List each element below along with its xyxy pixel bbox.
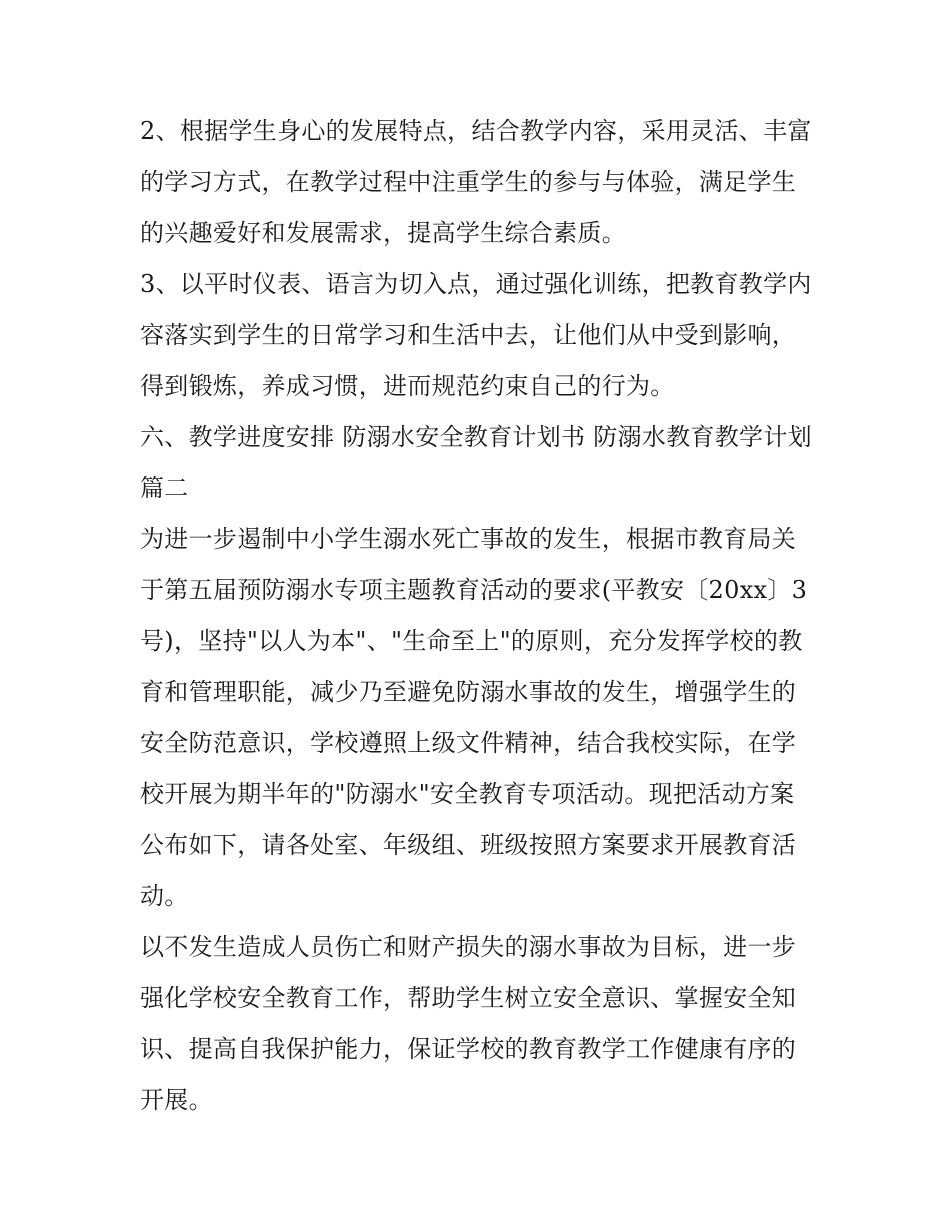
paragraph-learning-methods: 2、根据学生身心的发展特点，结合教学内容，采用灵活、丰富的学习方式，在教学过程中注重学生的参与与体验，满足学生的兴趣爱好和发展需求，提高学生综合素质。 [140, 117, 812, 247]
paragraph-behavior-training: 3、以平时仪表、语言为切入点，通过强化训练，把教育教学内容落实到学生的日常学习和生活中去，让他们从中受到影响，得到锻炼，养成习惯，进而规范约束自己的行为。 [140, 270, 812, 400]
document-body [140, 106, 812, 1126]
paragraph-activity-goal: 以不发生造成人员伤亡和财产损失的溺水事故为目标，进一步强化学校安全教育工作，帮助学生树立安全意识、掌握安全知识、提高自我保护能力，保证学校的教育教学工作健康有序的开展。 [140, 933, 797, 1114]
section-heading-schedule: 六、教学进度安排 防溺水安全教育计划书 防溺水教育教学计划篇二 [140, 423, 812, 502]
paragraph-activity-background: 为进一步遏制中小学生溺水死亡事故的发生，根据市教育局关于第五届预防溺水专项主题教育活动的要求(平教安〔20xx〕3号)，坚持"以人为本"、"生命至上"的原则，充分发挥学校的教育和管理职能，减少乃至避免防溺水事故的发生，增强学生的安全防范意识，学校遵照上级文件精神，结合我校实际，在学校开展为期半年的"防溺水"安全教育专项活动。现把活动方案公布如下，请各处室、年级组、班级按照方案要求开展教育活动。 [140, 525, 808, 910]
